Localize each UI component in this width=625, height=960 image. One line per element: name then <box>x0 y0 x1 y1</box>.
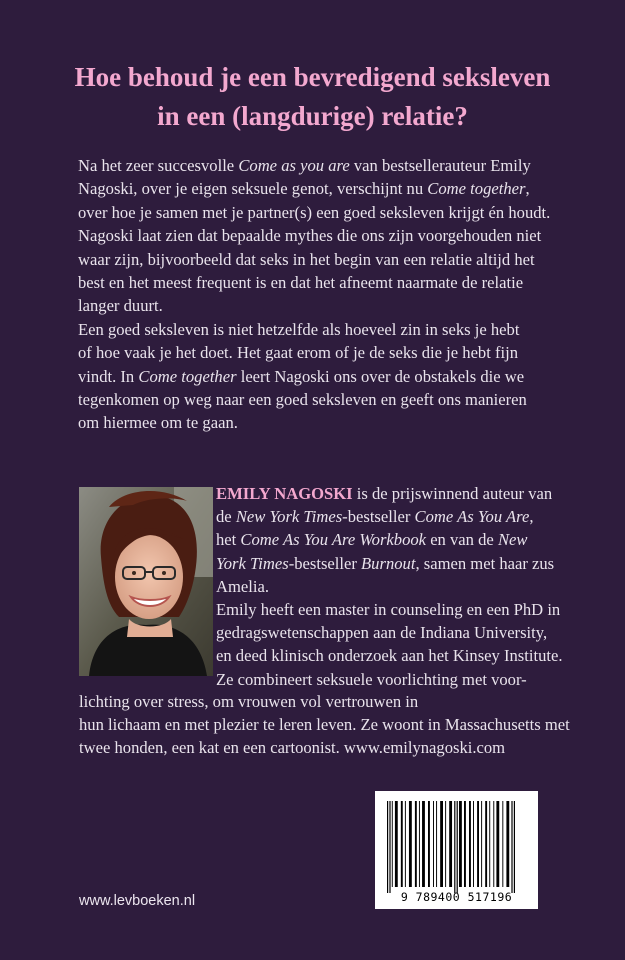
barcode-bar <box>395 801 398 887</box>
book-description <box>78 154 578 435</box>
text-line: Emily heeft een master in counseling en een PhD in <box>216 600 561 620</box>
italic-title: York Times <box>216 553 289 573</box>
text-line: hun lichaam en met plezier te leren leven. Ze woont in Massachusetts met <box>79 715 570 735</box>
barcode-bar <box>496 801 499 887</box>
italic-title: Come As You Are <box>414 507 530 527</box>
text-line: het Come As You Are Workbook en van de New <box>216 530 528 550</box>
barcode-bar <box>469 801 471 887</box>
barcode-bar <box>389 801 390 893</box>
isbn-number: 9 789400 517196 <box>400 890 513 904</box>
barcode-bar <box>409 801 412 887</box>
text-line: Ze combineert seksuele voorlichting met voor- <box>216 669 527 689</box>
barcode-bar <box>415 801 417 887</box>
barcode-bar <box>454 801 455 893</box>
text-line: Nagoski, over je eigen seksuele genot, verschijnt nu Come together, <box>78 179 530 199</box>
barcode-bar <box>392 801 393 887</box>
headline-line-1: Hoe behoud je een bevredigend seksleven <box>74 62 551 92</box>
text-line: tegenkomen op weg naar een goed seksleven en geeft ons manieren <box>78 390 527 410</box>
text-line: Na het zeer succesvolle Come as you are van bestsellerauteur Emily <box>78 156 531 175</box>
barcode-bar <box>433 801 434 887</box>
text-line: om hiermee om te gaan. <box>78 413 238 433</box>
barcode-bar <box>422 801 425 887</box>
barcode-bar <box>401 801 403 887</box>
barcode-bar <box>493 801 494 887</box>
italic-title: Come as you are <box>238 156 350 175</box>
text-line: en deed klinisch onderzoek aan het Kinsey Institute. <box>216 646 563 666</box>
barcode-bar <box>457 801 458 893</box>
barcode-bar <box>477 801 479 887</box>
text-line: gedragswetenschappen aan de Indiana University, <box>216 623 548 643</box>
text-line: waar zijn, bijvoorbeeld dat seks in het begin van een relatie altijd het <box>78 249 535 269</box>
barcode-bar <box>440 801 443 887</box>
text-line: of hoe vaak je het doet. Het gaat erom of je de seks die je hebt fijn <box>78 343 519 363</box>
text-line: twee honden, een kat en een cartoonist. www.emilynagoski.com <box>79 738 506 758</box>
barcode-bar <box>511 801 512 893</box>
barcode-bar <box>445 801 446 887</box>
description-paragraph-1 <box>78 154 578 318</box>
italic-title: Come together <box>138 366 237 386</box>
text-line: Amelia. <box>216 576 269 596</box>
text-line: best en het meest frequent is en dat het afneemt naarmate de relatie <box>78 273 524 293</box>
text-line: Nagoski laat zien dat bepaalde mythes die ons zijn voorgehouden niet <box>78 226 542 246</box>
italic-title: Come together <box>427 179 526 199</box>
italic-title: Burnout <box>361 553 416 573</box>
barcode-bar <box>428 801 430 887</box>
author-name: EMILY NAGOSKI <box>216 484 353 503</box>
cover-headline <box>30 58 595 136</box>
text-line: vindt. In Come together leert Nagoski ons over de obstakels die we <box>78 366 525 386</box>
barcode-bar <box>405 801 406 887</box>
barcode-bar <box>485 801 487 887</box>
barcode-bar <box>419 801 420 887</box>
author-portrait-illustration <box>79 487 213 676</box>
italic-title: New York Times <box>235 507 343 527</box>
barcode-bar <box>449 801 452 887</box>
barcode-bar <box>506 801 509 887</box>
barcode-bar <box>473 801 474 887</box>
headline-line-2: in een (langdurige) relatie? <box>157 101 468 131</box>
text-line: York Times-bestseller Burnout, samen met haar zus <box>216 553 555 573</box>
barcode-bar <box>502 801 503 887</box>
author-bio <box>216 482 596 691</box>
text-line: lichting over stress, om vrouwen vol vertrouwen in <box>79 692 419 711</box>
author-photo <box>79 487 213 676</box>
text-line: Een goed seksleven is niet hetzelfde als hoeveel zin in seks je hebt <box>78 319 520 339</box>
barcode-bar <box>514 801 515 893</box>
barcode-bar <box>464 801 466 887</box>
text-line: de New York Times-bestseller Come As You Are, <box>216 507 534 527</box>
isbn-barcode <box>375 791 538 909</box>
publisher-website: www.levboeken.nl <box>79 893 196 909</box>
barcode-bar <box>489 801 490 887</box>
barcode-bar <box>387 801 388 893</box>
description-paragraph-2 <box>78 318 578 435</box>
italic-title: Come As You Are Workbook <box>240 530 427 550</box>
text-line: langer duurt. <box>78 296 163 316</box>
author-bio-continued <box>79 690 599 760</box>
barcode-bar <box>459 801 462 887</box>
barcode-bar <box>436 801 437 887</box>
text-line: over hoe je samen met je partner(s) een goed seksleven krijgt én houdt. <box>78 202 551 222</box>
barcode-bar <box>481 801 482 887</box>
italic-title: New <box>497 530 528 550</box>
text-line: EMILY NAGOSKI is de prijswinnend auteur van <box>216 484 553 503</box>
